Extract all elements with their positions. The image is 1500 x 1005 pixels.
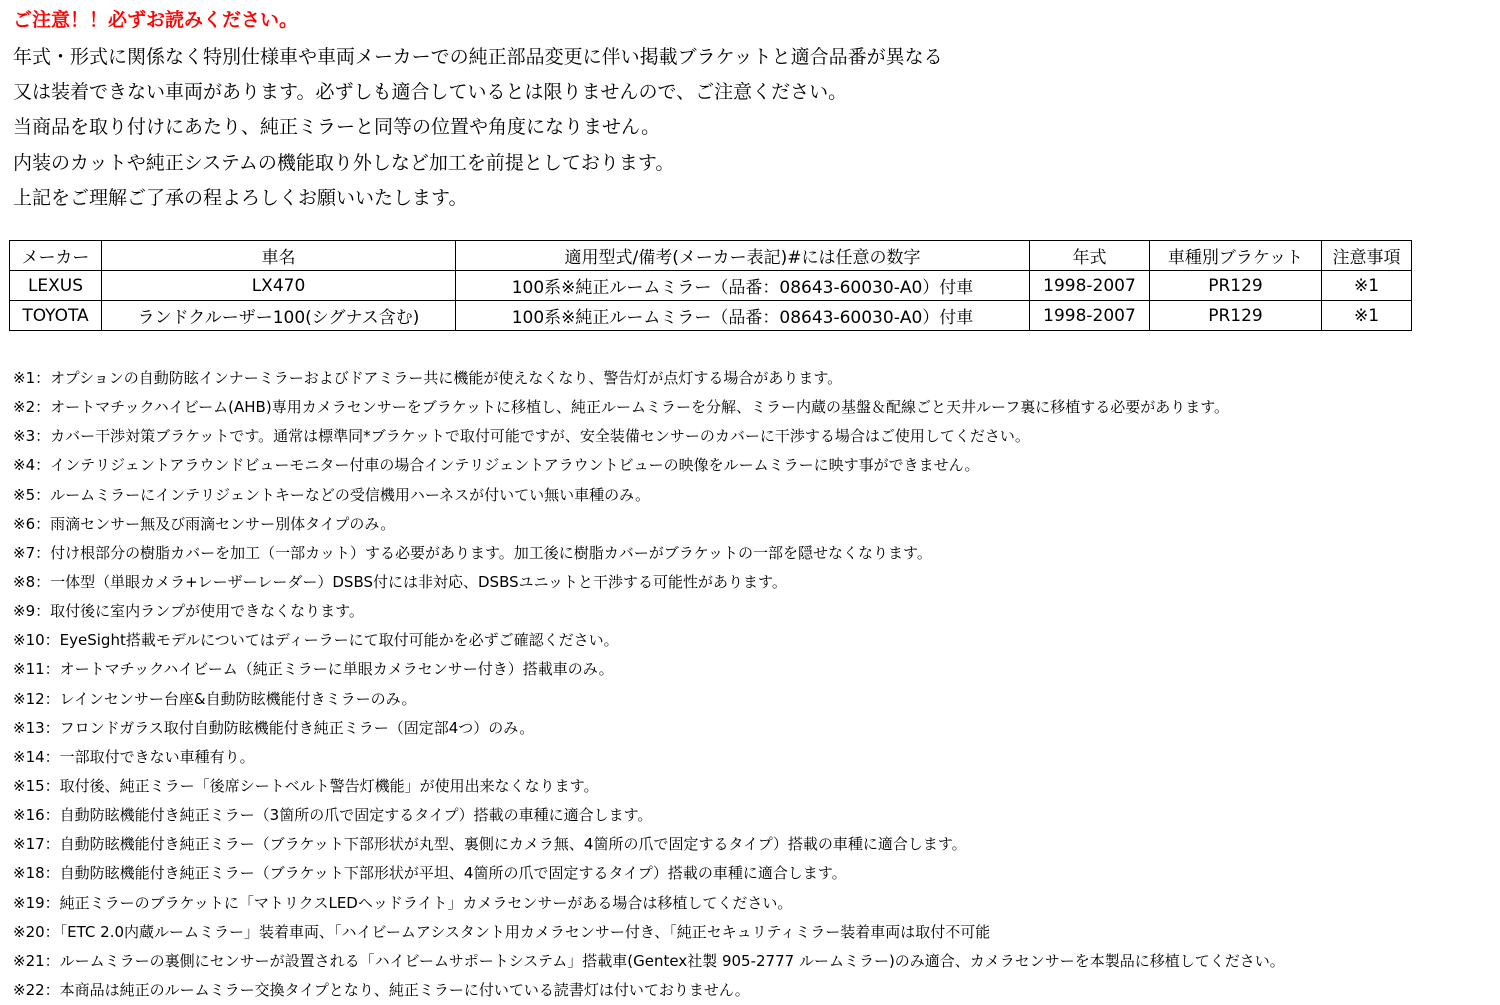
intro-line: 又は装着できない車両があります。必ずしも適合しているとは限りませんので、ご注意ください。 xyxy=(13,81,848,104)
cell-model-notes: 100系※純正ルームミラー（品番：08643-60030-A0）付車 xyxy=(456,271,1030,301)
header-model-notes: 適用型式/備考(メーカー表記)#には任意の数字 xyxy=(456,241,1030,271)
intro-line: 上記をご理解ご了承の程よろしくお願いいたします。 xyxy=(13,186,468,209)
note-item: ※22：本商品は純正のルームミラー交換タイプとなり、純正ミラーに付いている読書灯は付いておりません。 xyxy=(13,980,750,999)
intro-line: 年式・形式に関係なく特別仕様車や車両メーカーでの純正部品変更に伴い掲載ブラケットと適合品番が異なる xyxy=(13,46,943,68)
note-item: ※7：付け根部分の樹脂カバーを加工（一部カット）する必要があります。加工後に樹脂カバーがブラケットの一部を隠せなくなります。 xyxy=(13,543,932,562)
note-item: ※12：レインセンサー台座&自動防眩機能付きミラーのみ。 xyxy=(13,689,417,708)
note-item: ※21：ルームミラーの裏側にセンサーが設置される「ハイビームサポートシステム」搭載車(Gentex社製 905-2777 ルームミラー)のみ適合、カメラセンサーを本製品に移植してください。 xyxy=(13,951,1285,970)
cell-bracket: PR129 xyxy=(1150,271,1322,301)
note-item: ※18：自動防眩機能付き純正ミラー（ブラケット下部形状が平坦、4箇所の爪で固定するタイプ）搭載の車種に適合します。 xyxy=(13,864,847,883)
cell-caution: ※1 xyxy=(1322,271,1412,301)
cell-year: 1998-2007 xyxy=(1030,301,1150,331)
table-row xyxy=(10,301,1412,331)
note-item: ※2：オートマチックハイビーム(AHB)専用カメラセンサーをブラケットに移植し、純正ルームミラーを分解、ミラー内蔵の基盤＆配線ごと天井ルーフ裏に移植する必要があります。 xyxy=(13,398,1230,417)
note-item: ※11：オートマチックハイビーム（純正ミラーに単眼カメラセンサー付き）搭載車のみ。 xyxy=(13,660,614,679)
note-item: ※5：ルームミラーにインテリジェントキーなどの受信機用ハーネスが付いてい無い車種のみ。 xyxy=(13,485,650,504)
table-header-row xyxy=(10,241,1412,271)
cell-car-name: LX470 xyxy=(102,271,456,301)
note-item: ※4：インテリジェントアラウンドビューモニター付車の場合インテリジェントアラウントビューの映像をルームミラーに映す事ができません。 xyxy=(13,456,980,475)
note-item: ※10：EyeSight搭載モデルについてはディーラーにて取付可能かを必ずご確認ください。 xyxy=(13,631,619,650)
note-item: ※19：純正ミラーのブラケットに「マトリクスLEDヘッドライト」カメラセンサーがある場合は移植してください。 xyxy=(13,893,793,912)
header-car-name: 車名 xyxy=(102,241,456,271)
header-year: 年式 xyxy=(1030,241,1150,271)
cell-caution: ※1 xyxy=(1322,301,1412,331)
note-item: ※15：取付後、純正ミラー「後席シートベルト警告灯機能」が使用出来なくなります。 xyxy=(13,776,599,795)
note-item: ※17：自動防眩機能付き純正ミラー（ブラケット下部形状が丸型、裏側にカメラ無、4箇所の爪で固定するタイプ）搭載の車種に適合します。 xyxy=(13,835,967,854)
note-item: ※3：カバー干渉対策ブラケットです。通常は標準同*ブラケットで取付可能ですが、安全装備センサーのカバーに干渉する場合はご使用してください。 xyxy=(13,427,1030,446)
cell-maker: TOYOTA xyxy=(10,301,102,331)
intro-line: 内装のカットや純正システムの機能取り外しなど加工を前提としております。 xyxy=(13,151,675,174)
compatibility-table xyxy=(9,240,1412,331)
notes-list xyxy=(13,364,1285,1005)
intro-line: 当商品を取り付けにあたり、純正ミラーと同等の位置や角度になりません。 xyxy=(13,116,661,139)
note-item: ※8：一体型（単眼カメラ+レーザーレーダー）DSBS付には非対応、DSBSユニットと干渉する可能性があります。 xyxy=(13,572,787,591)
cell-model-notes: 100系※純正ルームミラー（品番：08643-60030-A0）付車 xyxy=(456,301,1030,331)
note-item: ※20：「ETC 2.0内蔵ルームミラー」装着車両、「ハイビームアシスタント用カメラセンサー付き、「純正セキュリティミラー装着車両は取付不可能 xyxy=(13,922,991,941)
cell-bracket: PR129 xyxy=(1150,301,1322,331)
header-caution: 注意事項 xyxy=(1322,241,1412,271)
note-item: ※14：一部取付できない車種有り。 xyxy=(13,747,255,766)
note-item: ※13：フロンドガラス取付自動防眩機能付き純正ミラー（固定部4つ）のみ。 xyxy=(13,718,535,737)
header-maker: メーカー xyxy=(10,241,102,271)
note-item: ※6：雨滴センサー無及び雨滴センサー別体タイプのみ。 xyxy=(13,514,396,533)
cell-car-name: ランドクルーザー100(シグナス含む) xyxy=(102,301,456,331)
note-item: ※16：自動防眩機能付き純正ミラー（3箇所の爪で固定するタイプ）搭載の車種に適合します。 xyxy=(13,806,653,825)
note-item: ※9：取付後に室内ランプが使用できなくなります。 xyxy=(13,602,364,621)
intro-paragraph xyxy=(13,40,943,216)
note-item: ※1：オプションの自動防眩インナーミラーおよびドアミラー共に機能が使えなくなり、警告灯が点灯する場合があります。 xyxy=(13,369,843,387)
cell-maker: LEXUS xyxy=(10,271,102,301)
table-row xyxy=(10,271,1412,301)
header-bracket: 車種別ブラケット xyxy=(1150,241,1322,271)
warning-title: ご注意！！必ずお読みください。 xyxy=(13,9,299,31)
cell-year: 1998-2007 xyxy=(1030,271,1150,301)
